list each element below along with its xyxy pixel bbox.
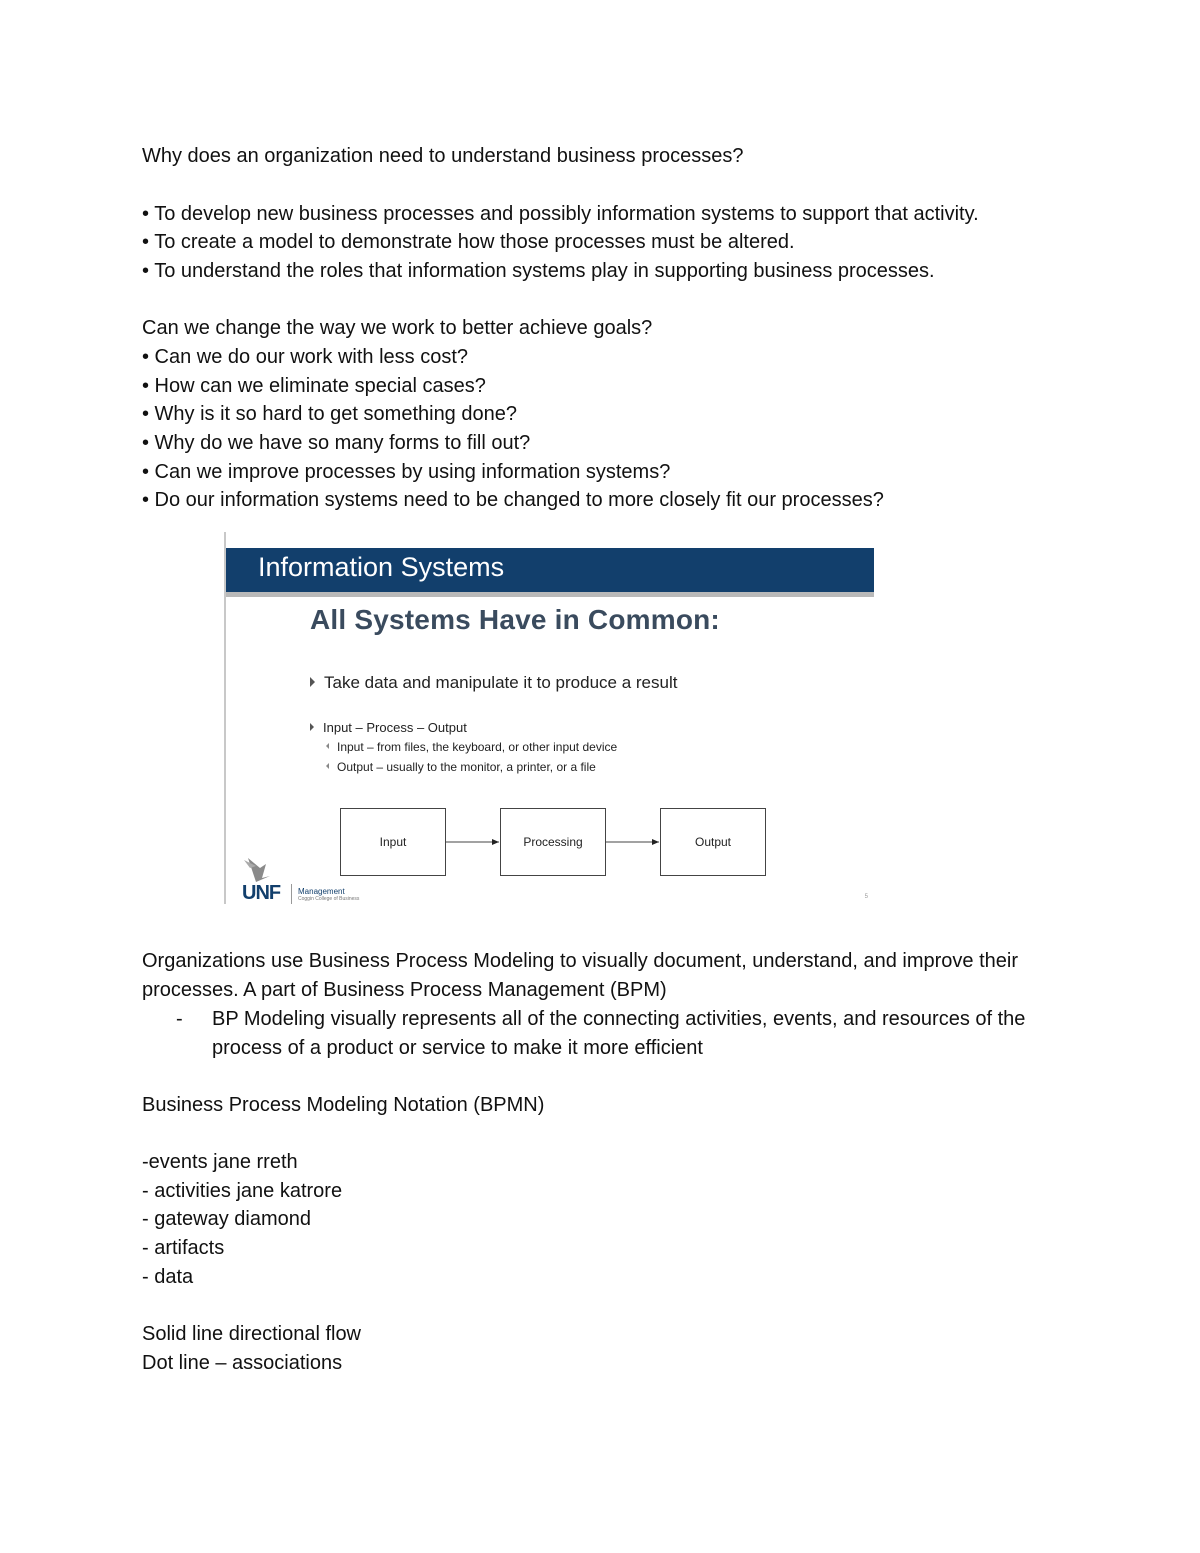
bp-modeling-item: BP Modeling visually represents all of the connecting activities, events, and resources of the process of a product or service to make it more efficient	[212, 1008, 1026, 1059]
bullet-develop: • To develop new business processes and possibly information systems to support that activity.	[142, 203, 979, 225]
slide-bullet-ipo: Input – Process – Output	[310, 720, 467, 735]
unf-logo-text: UNF	[242, 882, 281, 904]
output-box: Output	[660, 808, 766, 876]
question-understand-processes: Why does an organization need to understand business processes?	[142, 145, 744, 167]
input-box: Input	[340, 808, 446, 876]
solid-line-note: Solid line directional flow	[142, 1323, 362, 1345]
bpmn-item-artifacts: - artifacts	[142, 1237, 225, 1259]
bullet-hard-done: • Why is it so hard to get something done?	[142, 403, 517, 425]
bullet-systems-changed: • Do our information systems need to be changed to more closely fit our processes?	[142, 489, 884, 511]
bullet-create-model: • To create a model to demonstrate how those processes must be altered.	[142, 231, 795, 253]
bpmn-item-gateway: - gateway diamond	[142, 1208, 311, 1230]
bpmn-item-data: - data	[142, 1266, 194, 1288]
bpmn-item-activities: - activities jane katrore	[142, 1180, 343, 1202]
dash-marker: -	[176, 1008, 183, 1030]
bullet-improve-processes: • Can we improve processes by using information systems?	[142, 461, 671, 483]
dot-line-note: Dot line – associations	[142, 1352, 343, 1374]
slide-bullet-manipulate: Take data and manipulate it to produce a result	[310, 673, 677, 693]
slide-banner-title: Information Systems	[258, 552, 505, 582]
logo-divider	[291, 884, 292, 904]
question-change-work: Can we change the way we work to better achieve goals?	[142, 317, 653, 339]
bullet-understand-roles: • To understand the roles that information systems play in supporting business processes.	[142, 260, 935, 282]
processing-box: Processing	[500, 808, 606, 876]
slide-image	[224, 532, 874, 904]
slide-heading: All Systems Have in Common:	[310, 604, 720, 635]
bpmn-item-events: -events jane rreth	[142, 1151, 298, 1173]
osprey-logo-icon	[244, 858, 270, 882]
bullet-less-cost: • Can we do our work with less cost?	[142, 346, 469, 368]
logo-sub-college: Coggin College of Business	[298, 896, 360, 902]
bpmn-title: Business Process Modeling Notation (BPMN)	[142, 1094, 545, 1116]
slide-page-number: 5	[864, 894, 868, 900]
bpm-paragraph: Organizations use Business Process Modeling to visually document, understand, and improve their processes. A part of Business Process Management (BPM)	[142, 950, 1019, 1001]
slide-sub-output: Output – usually to the monitor, a printer, or a file	[326, 760, 596, 774]
flow-arrows	[226, 532, 874, 904]
bullet-special-cases: • How can we eliminate special cases?	[142, 375, 486, 397]
slide-sub-input: Input – from files, the keyboard, or other input device	[326, 740, 617, 754]
logo-sub-management: Management	[298, 887, 345, 896]
bullet-many-forms: • Why do we have so many forms to fill out?	[142, 432, 531, 454]
